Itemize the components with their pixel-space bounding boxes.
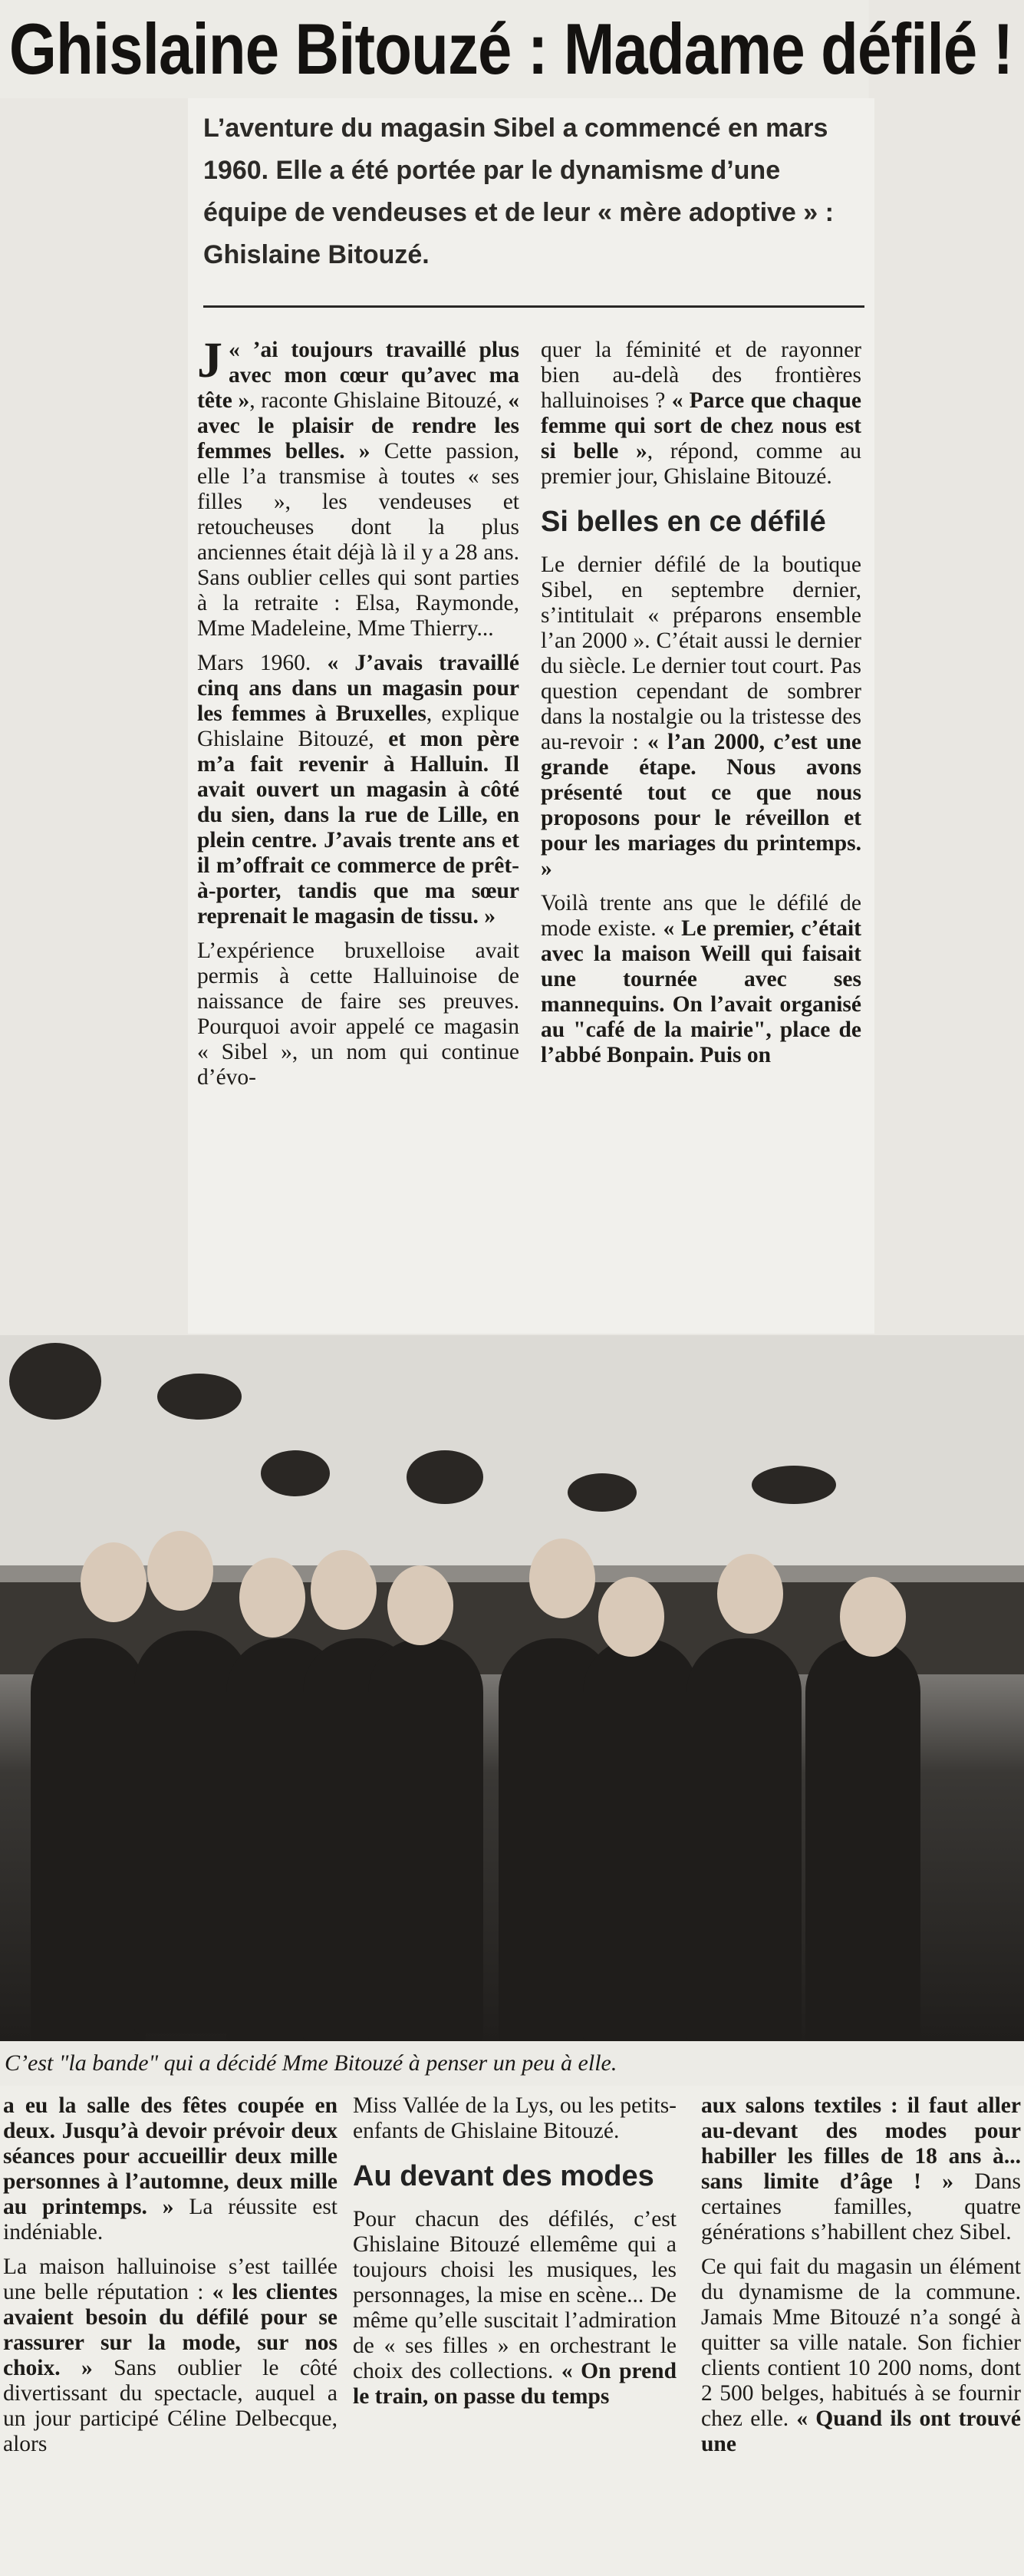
text-run: et mon père m’a fait revenir à Halluin. Il avait ouvert un magasin à côté du sien, dans la rue de Lille, en plein centre. J’avais trente ans et il m’offrait ce commerce de prêt-à-porter, tandis que ma sœur reprenait le magasin de tissu. » bbox=[197, 727, 519, 928]
paragraph bbox=[353, 2207, 677, 2409]
photo-face bbox=[598, 1577, 664, 1657]
text-run: « Le premier, c’était avec la maison Weill qui faisait une tournée avec ses mannequins. On l’avait organisé au "café de la mairie", place de l’abbé Bonpain. Puis on bbox=[541, 916, 861, 1067]
text-run: « avec le plaisir de rendre les femmes belles. » bbox=[197, 388, 519, 463]
hat-display bbox=[9, 1343, 101, 1420]
text-run: « les clientes avaient besoin du défilé pour se rassurer sur la mode, sur nos choix. » bbox=[3, 2280, 338, 2380]
divider-rule bbox=[203, 305, 864, 308]
text-run: Voilà trente ans que le défilé de mode existe. bbox=[541, 891, 861, 941]
hat-display bbox=[568, 1473, 637, 1512]
upper-col2-body-before bbox=[541, 338, 861, 490]
lower-column-1 bbox=[0, 2086, 344, 2576]
lower-col1-body bbox=[3, 2093, 337, 2569]
paragraph bbox=[3, 2093, 337, 2245]
text-run: Miss Vallée de la Lys, ou les petits-enfants de Ghislaine Bitouzé. bbox=[353, 2093, 677, 2143]
drop-cap: J bbox=[197, 332, 222, 388]
paragraph bbox=[541, 338, 861, 490]
photo-person bbox=[31, 1638, 146, 2041]
hat-display bbox=[157, 1374, 242, 1420]
lower-column-2 bbox=[344, 2086, 684, 2576]
paragraph bbox=[701, 2093, 1021, 2245]
text-run: , explique Ghislaine Bitouzé, bbox=[197, 701, 519, 751]
photo-face bbox=[239, 1558, 305, 1638]
hat-display bbox=[407, 1450, 483, 1504]
lower-col2-body bbox=[353, 2093, 677, 2569]
photo-person bbox=[805, 1638, 920, 2041]
text-run: ’ai toujours travaillé plus avec mon cœur qu’avec ma tête » bbox=[197, 338, 519, 413]
text-run: L’expérience bruxelloise avait permis à cette Halluinoise de naissance de faire ses preuves. Pourquoi avoir appelé ce magasin « Sibel », un nom qui continue d’évo- bbox=[197, 938, 519, 1090]
text-run: « Parce que chaque femme qui sort de chez nous est si belle » bbox=[541, 388, 861, 463]
text-run: Sans oublier le côté divertissant du spectacle, auquel a un jour participé Céline Delbecque, alors bbox=[3, 2356, 337, 2456]
text-run: « Quand ils ont trouvé une bbox=[701, 2406, 1021, 2456]
paragraph bbox=[541, 891, 861, 1068]
text-run: Le dernier défilé de la boutique Sibel, en septembre dernier, s’intitulait « préparons ensemble l’an 2000 ». C’était aussi le dernier du siècle. Le dernier tout court. Pas question cependant de sombrer dans la nostalgie ou la tristesse des au-revoir : bbox=[541, 552, 861, 754]
photo-wall bbox=[0, 1335, 1024, 1565]
photo-face bbox=[311, 1550, 377, 1630]
upper-column-2 bbox=[541, 338, 861, 1334]
text-run: Pour chacun des défilés, c’est Ghislaine Bitouzé ellemême qui a toujours choisi les musiques, les personnages, la mise en scène... De même qu’elle suscitait l’admiration de « ses filles » en orchestrant le choix des collections. bbox=[353, 2207, 677, 2383]
upper-col2-body-after bbox=[541, 552, 861, 1068]
text-run: La maison halluinoise s’est taillée une belle réputation : bbox=[3, 2254, 337, 2304]
photo-person bbox=[687, 1638, 802, 2041]
photo-person bbox=[583, 1638, 698, 2041]
text-run: « On prend le train, on passe du temps bbox=[353, 2359, 677, 2409]
text-run: aux salons textiles : il faut aller au-devant des modes pour habiller les filles de 18 ans à... sans limite d’âge ! » bbox=[701, 2093, 1021, 2194]
text-run: quer la féminité et de rayonner bien au-delà des frontières halluinoises ? bbox=[541, 338, 861, 413]
photo-face bbox=[387, 1565, 453, 1645]
text-run: a eu la salle des fêtes coupée en deux. Jusqu’à devoir prévoir deux séances pour accueillir deux mille personnes à l’automne, deux mille au printemps. » bbox=[3, 2093, 337, 2219]
paragraph bbox=[701, 2254, 1021, 2457]
upper-col1-body bbox=[197, 332, 519, 1090]
subhead-au-devant: Au devant des modes bbox=[353, 2160, 654, 2192]
text-run: Cette passion, elle l’a transmise à toutes « ses filles », les vendeuses et retoucheuses dont la plus anciennes était déjà là il y a 28 ans. Sans oublier celles qui sont parties à la retraite : Elsa, Raymonde, Mme Madeleine, Mme Thierry... bbox=[197, 439, 519, 641]
photo-face bbox=[529, 1539, 595, 1618]
text-run: , répond, comme au premier jour, Ghislaine Bitouzé. bbox=[541, 439, 861, 489]
lower-col2-body-before bbox=[353, 2093, 677, 2144]
paragraph bbox=[353, 2093, 677, 2144]
photo-face bbox=[147, 1531, 213, 1611]
text-run: Ce qui fait du magasin un élément du dynamisme de la commune. Jamais Mme Bitouzé n’a songé à quitter sa ville natale. Son fichier clients contient 10 200 noms, dont 2 500 belges, habitués à se fournir chez elle. bbox=[701, 2254, 1021, 2431]
text-run: , raconte Ghislaine Bitouzé, bbox=[249, 388, 509, 413]
lower-col2-body-after bbox=[353, 2207, 677, 2409]
lower-column-3 bbox=[684, 2086, 1024, 2576]
lower-col3-body bbox=[701, 2093, 1021, 2569]
paragraph bbox=[3, 2254, 337, 2457]
group-photo bbox=[0, 1335, 1024, 2041]
text-run: Mars 1960. bbox=[197, 651, 328, 675]
text-run: « J’avais travaillé cinq ans dans un magasin pour les femmes à Bruxelles bbox=[197, 651, 519, 726]
subhead-si-belles: Si belles en ce défilé bbox=[541, 506, 826, 538]
text-run: « l’an 2000, c’est une grande étape. Nous avons présenté tout ce que nous proposons pour le réveillon et pour les mariages du printemps. » bbox=[541, 730, 861, 881]
intro-lede: L’aventure du magasin Sibel a commencé en mars 1960. Elle a été portée par le dynamisme d’une équipe de vendeuses et de leur « mère adoptive » : Ghislaine Bitouzé. bbox=[203, 114, 834, 269]
photo-face bbox=[840, 1577, 906, 1657]
paragraph bbox=[197, 651, 519, 929]
headline: Ghislaine Bitouzé : Madame défilé ! bbox=[0, 0, 869, 98]
photo-person bbox=[368, 1638, 483, 2041]
paragraph bbox=[197, 332, 519, 642]
text-run: La réussite est indéniable. bbox=[3, 2195, 338, 2245]
upper-column-1 bbox=[197, 332, 519, 1334]
photo-face bbox=[81, 1542, 147, 1622]
photo-caption: C’est "la bande" qui a décidé Mme Bitouzé à penser un peu à elle. bbox=[0, 2041, 1024, 2086]
hat-display bbox=[261, 1450, 330, 1496]
text-run: Dans certaines familles, quatre générations s’habillent chez Sibel. bbox=[701, 2169, 1021, 2245]
hat-display bbox=[752, 1466, 836, 1504]
upper-article-block bbox=[188, 98, 874, 1334]
photo-face bbox=[717, 1554, 783, 1634]
text-run: « bbox=[229, 338, 253, 362]
paragraph bbox=[197, 938, 519, 1090]
paragraph bbox=[541, 552, 861, 882]
